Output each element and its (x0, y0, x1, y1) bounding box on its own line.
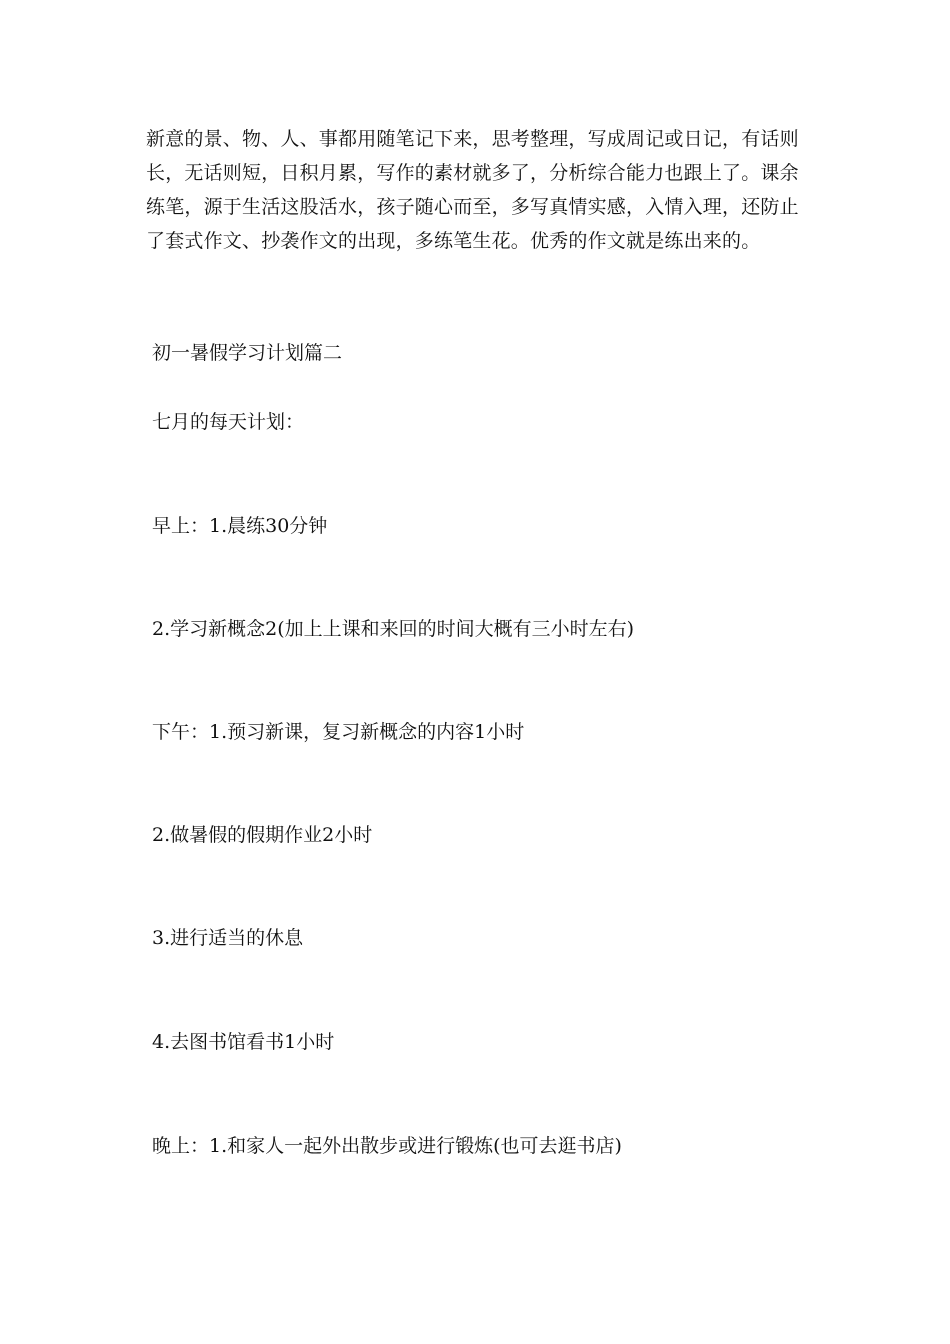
schedule-afternoon-item-3: 3.进行适当的休息 (152, 927, 304, 949)
schedule-morning-item-2: 2.学习新概念2(加上上课和来回的时间大概有三小时左右) (152, 618, 635, 640)
paragraph-line: 了套式作文、抄袭作文的出现，多练笔生花。优秀的作文就是练出来的。 (146, 230, 761, 252)
section-title: 初一暑假学习计划篇二 (152, 342, 343, 364)
paragraph-line: 练笔，源于生活这股活水，孩子随心而至，多写真情实感，入情入理，还防止 (146, 196, 799, 218)
schedule-afternoon-item-2: 2.做暑假的假期作业2小时 (152, 824, 373, 846)
section-subtitle: 七月的每天计划： (152, 411, 305, 433)
paragraph-line: 新意的景、物、人、事都用随笔记下来，思考整理，写成周记或日记，有话则 (146, 128, 799, 150)
schedule-evening-item-1: 晚上：1.和家人一起外出散步或进行锻炼(也可去逛书店) (152, 1135, 622, 1157)
paragraph-line: 长，无话则短，日积月累，写作的素材就多了，分析综合能力也跟上了。课余 (146, 162, 799, 184)
schedule-afternoon-item-1: 下午：1.预习新课，复习新概念的内容1小时 (152, 721, 525, 743)
schedule-afternoon-item-4: 4.去图书馆看书1小时 (152, 1031, 335, 1053)
schedule-morning-item-1: 早上：1.晨练30分钟 (152, 515, 328, 537)
intro-paragraph (146, 122, 806, 258)
